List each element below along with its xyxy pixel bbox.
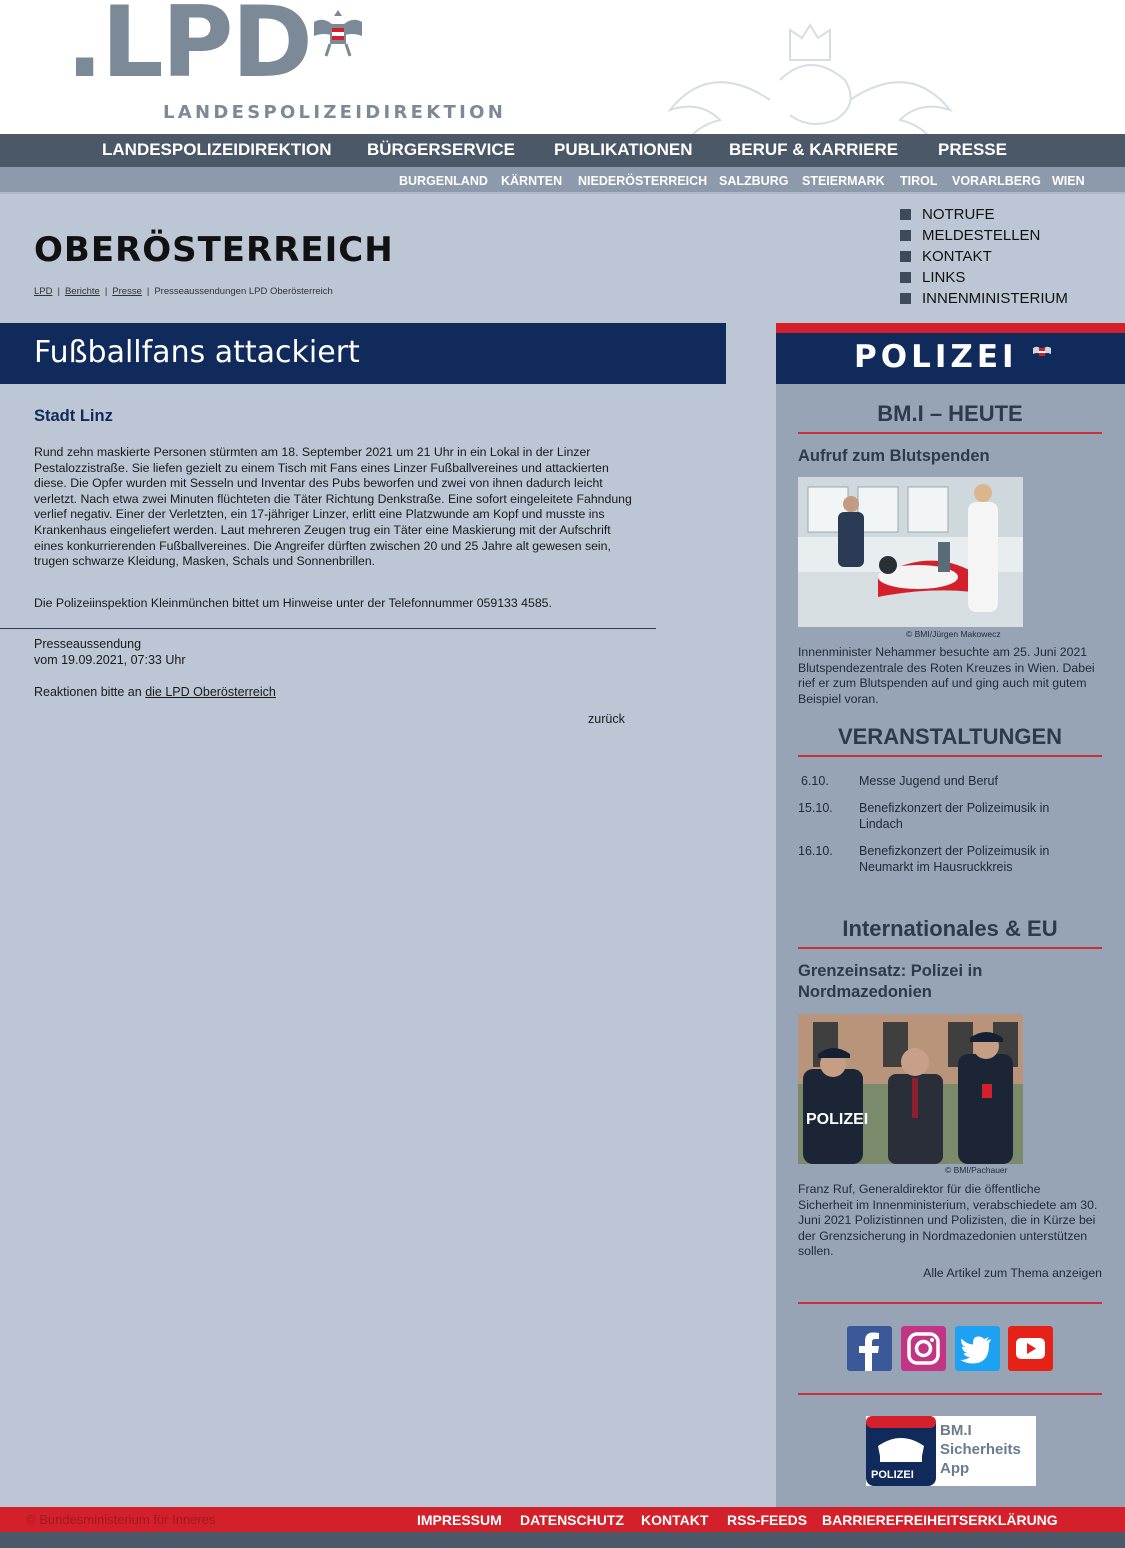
quicklink-links[interactable]: LINKS	[900, 267, 1068, 288]
logo-lpd[interactable]: .LPD	[66, 0, 311, 100]
intl-rule	[798, 947, 1102, 949]
subnav-salzburg[interactable]: SALZBURG	[719, 174, 789, 188]
social-rule-bottom	[798, 1393, 1102, 1395]
intl-article-text: Franz Ruf, Generaldirektor für die öffentliche Sicherheit im Innenministerium, verabschiedete am 30. Juni 2021 Polizistinnen und Polizisten, die in Kürze bei der Grenzsicherung in Nordmazedonien unterstützen sollen.	[798, 1182, 1098, 1258]
svg-text:POLIZEI: POLIZEI	[806, 1111, 869, 1128]
article-title: Fußballfans attackiert	[34, 335, 360, 370]
nav-publikationen[interactable]: PUBLIKATIONEN	[554, 140, 693, 159]
nav-buergerservice[interactable]: BÜRGERSERVICE	[367, 140, 515, 159]
reactions-link[interactable]: die LPD Oberösterreich	[145, 685, 276, 699]
quick-links	[900, 204, 1068, 309]
press-meta	[34, 637, 186, 668]
subnav-niederoesterreich[interactable]: NIEDERÖSTERREICH	[578, 174, 708, 188]
press-label: Presseaussendung	[34, 637, 142, 651]
event-item[interactable]: 15.10. Benefizkonzert der Polizeimusik in Lindach	[798, 801, 1050, 831]
watermark-eagle-icon	[650, 20, 970, 134]
reactions: Reaktionen bitte an die LPD Oberösterreich	[34, 685, 276, 699]
polizei-brand-banner[interactable]	[776, 323, 1125, 384]
breadcrumb: LPD | Berichte | Presse | Presseaussendungen LPD Oberösterreich	[34, 286, 333, 297]
events-heading: VERANSTALTUNGEN	[837, 724, 1063, 749]
subnav-wien[interactable]: WIEN	[1052, 174, 1085, 188]
quicklink-meldestellen[interactable]: MELDESTELLEN	[900, 225, 1068, 246]
main-navigation	[0, 134, 1125, 167]
instagram-icon[interactable]	[901, 1326, 946, 1371]
intl-all-articles-link[interactable]: Alle Artikel zum Thema anzeigen	[923, 1266, 1102, 1280]
intl-heading: Internationales & EU	[842, 916, 1058, 941]
subnav-vorarlberg[interactable]: VORARLBERG	[952, 174, 1041, 188]
copyright: © Bundesministerium für Inneres	[26, 1512, 216, 1527]
site-footer	[0, 1507, 1125, 1532]
bullet-icon	[900, 230, 911, 241]
event-item[interactable]: 6.10. Messe Jugend und Beruf	[801, 774, 998, 788]
site-header	[0, 0, 1125, 134]
sidebar	[776, 323, 1125, 1507]
bullet-icon	[900, 293, 911, 304]
intl-article-title[interactable]: Grenzeinsatz: Polizei in Nordmazedonien	[798, 962, 983, 1001]
state-navigation	[0, 167, 1125, 194]
article-body: Rund zehn maskierte Personen stürmten am 18. September 2021 um 21 Uhr in ein Lokal in der Linzer Pestalozzistraße. Sie liefen gezielt zu einem Tisch mit Fans eines Linzer Fußballvereines und attackierten diese. Die Opfer wurden mit Sesseln und Inventar des Pubs beworfen und zwei von ihnen dadurch leicht verletzt. Nach etwa zwei Minuten flüchteten die Täter Richtung Denkstraße. Eine sofort eingeleitete Fahndung verlief negativ. Einer der Verletzten, ein 17-jähriger Linzer, erlitt eine Platzwunde am Kopf und musste ins Krankenhaus eingeliefert werden. Laut mehreren Zeugen trug ein Täter eine Maskierung mit der Aufschrift eines konkurrierenden Fußballvereines. Die Angreifer dürften zwischen 20 und 25 Jahre alt gewesen sein, trugen schwarze Kleidung, Masken, Schals und Sonnenbrillen.	[34, 445, 632, 569]
bmi-photo-credit: © BMI/Jürgen Makowecz	[906, 629, 1001, 639]
page-title: OBERÖSTERREICH	[34, 230, 394, 270]
footer-impressum[interactable]: IMPRESSUM	[417, 1512, 502, 1528]
article-divider	[0, 628, 656, 629]
nav-presse[interactable]: PRESSE	[938, 140, 1007, 159]
svg-text:POLIZEI: POLIZEI	[871, 1469, 914, 1481]
quicklink-kontakt[interactable]: KONTAKT	[900, 246, 1068, 267]
breadcrumb-current: Presseaussendungen LPD Oberösterreich	[154, 286, 333, 297]
nav-landespolizeidirektion[interactable]: LANDESPOLIZEIDIREKTION	[102, 140, 332, 159]
article-banner	[0, 323, 726, 384]
bmi-security-app-badge[interactable]	[866, 1416, 1036, 1486]
bullet-icon	[900, 251, 911, 262]
footer-rss-feeds[interactable]: RSS-FEEDS	[727, 1512, 808, 1528]
article-subtitle: Stadt Linz	[34, 407, 113, 425]
subnav-kaernten[interactable]: KÄRNTEN	[501, 174, 563, 188]
social-rule-top	[798, 1302, 1102, 1304]
app-line-2: Sicherheits	[940, 1441, 1021, 1458]
quicklink-innenministerium[interactable]: INNENMINISTERIUM	[900, 288, 1068, 309]
logo-subtitle: LANDESPOLIZEIDIREKTION	[163, 102, 507, 123]
polizei-wordmark: POLIZEI	[854, 339, 1018, 375]
footer-bottom-bar	[0, 1532, 1125, 1548]
police-cap-icon	[866, 1416, 936, 1486]
eagle-icon	[1031, 341, 1053, 363]
footer-datenschutz[interactable]: DATENSCHUTZ	[520, 1512, 624, 1528]
intl-photo-credit: © BMI/Pachauer	[945, 1165, 1008, 1175]
austrian-eagle-icon	[310, 6, 366, 62]
bmi-heading: BM.I – HEUTE	[877, 401, 1023, 426]
event-item[interactable]: 16.10. Benefizkonzert der Polizeimusik in Neumarkt im Hausruckkreis	[798, 844, 1050, 874]
bmi-rule	[798, 432, 1102, 434]
bmi-article-title[interactable]: Aufruf zum Blutspenden	[798, 447, 990, 465]
breadcrumb-berichte[interactable]: Berichte	[64, 286, 100, 297]
breadcrumb-lpd[interactable]: LPD	[34, 286, 53, 297]
footer-barrierefreiheit[interactable]: BARRIEREFREIHEITSERKLÄRUNG	[822, 1512, 1058, 1528]
quicklink-notrufe[interactable]: NOTRUFE	[900, 204, 1068, 225]
twitter-icon[interactable]	[955, 1326, 1000, 1371]
blood-donation-photo[interactable]	[798, 477, 1023, 627]
breadcrumb-presse[interactable]: Presse	[112, 286, 142, 297]
app-line-3: App	[940, 1460, 970, 1477]
app-line-1: BM.I	[940, 1422, 972, 1439]
bullet-icon	[900, 272, 911, 283]
facebook-icon[interactable]	[847, 1326, 892, 1371]
bullet-icon	[900, 209, 911, 220]
events-rule	[798, 755, 1102, 757]
article-body-contact: Die Polizeiinspektion Kleinmünchen bittet um Hinweise unter der Telefonnummer 059133 4585.	[34, 596, 552, 610]
subnav-burgenland[interactable]: BURGENLAND	[399, 174, 488, 188]
subnav-steiermark[interactable]: STEIERMARK	[802, 174, 885, 188]
footer-kontakt[interactable]: KONTAKT	[641, 1512, 709, 1528]
bmi-article-text: Innenminister Nehammer besuchte am 25. Juni 2021 Blutspendezentrale des Roten Kreuzes in Wien. Dabei rief er zum Blutspenden auf und ging auch mit gutem Beispiel voran.	[798, 645, 1095, 706]
youtube-icon[interactable]	[1008, 1326, 1053, 1371]
press-date: vom 19.09.2021, 07:33 Uhr	[34, 652, 186, 667]
back-link[interactable]: zurück	[588, 712, 625, 726]
subnav-tirol[interactable]: TIROL	[900, 174, 938, 188]
nav-beruf-karriere[interactable]: BERUF & KARRIERE	[729, 140, 899, 159]
border-mission-photo[interactable]	[798, 1014, 1023, 1164]
